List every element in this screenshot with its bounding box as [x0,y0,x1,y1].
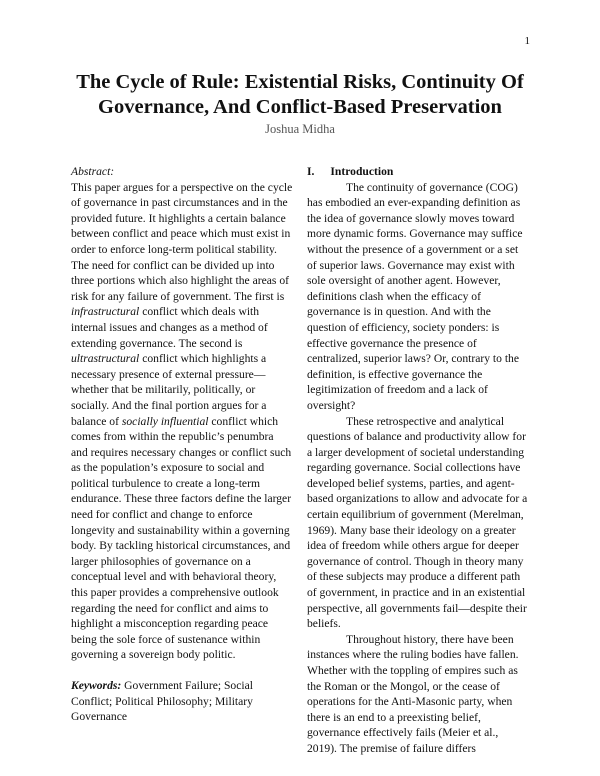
section-number: I. [307,165,315,178]
intro-paragraph: Throughout history, there have been instances where the ruling bodies have fallen. Whether with the toppling of empires such as the Roman or the Mongol, or the cease of operations for the Anti-Masonic party, when there is an end to a preexisting belief, governance effectively fails (Meier et al., 2019). The premise of failure differs [307,632,519,755]
abstract-emphasis-3: socially influential [121,414,209,428]
abstract-text-3: conflict which highlights a necessary presence of external pressure—whether that be militarily, politically, or socially. And the final portion argues for a balance of [71,352,267,428]
abstract-heading: Abstract: [71,165,115,178]
page-number: 1 [524,35,530,47]
author-name: Joshua Midha [265,122,335,136]
left-column [71,164,293,725]
abstract-text-1: This paper argues for a perspective on the cycle of governance in past circumstances and in the provided future. It highlights a certain balance between conflict and peace which must exist in order to enforce long-term political stability. The need for conflict can be divided up into three portions which also highlight the areas of risk for any failure of government. The first is [71,180,293,303]
paper-title: The Cycle of Rule: Existential Risks, Continuity Of Governance, And Conflict-Based Preservation [76,71,524,118]
abstract-text-2: conflict which deals with internal issues and changes as a method of extending governance. The second is [71,305,268,350]
section-heading-introduction [307,164,529,180]
keywords [71,678,293,725]
keywords-text: Government Failure; Social Conflict; Political Philosophy; Military Governance [71,679,253,724]
keywords-label: Keywords: [71,679,122,692]
right-column [307,164,529,757]
abstract-emphasis-2: ultrastructural [71,352,140,366]
abstract-body [71,180,293,663]
abstract-text-4: conflict which comes from within the republic’s penumbra and requires necessary changes or conflict such as the population’s exposure to social and political turbulence to create a long-term endurance. These three factors define the larger need for conflict and change to enforce longevity and sustainability within a governing body. By tackling historical circumstances, and larger philosophies of governance on a conceptual level and with behavioral theory, this paper provides a comprehensive outlook regarding the need for conflict and aims to highlight a misconception regarding peace being the sole force of sustenance within governing a sovereign body politic. [71,414,292,662]
section-title: Introduction [330,165,394,178]
intro-paragraph: These retrospective and analytical questions of balance and productivity allow for a larger development of societal understanding regarding governance. Social collections have developed belief systems, parties, and agent-based organizations to allow and advocate for a certain equilibrium of government (Merelman, 1969). Many base their ideology on a greater idea of freedom while others argue for deeper governance of control. Though in theory many of these subjects may produce a different path of government, in practice and in an existential perspective, all governments fail—despite their beliefs. [307,414,528,631]
intro-paragraph: The continuity of governance (COG) has embodied an ever-expanding definition as the idea of governance slowly moves toward more dynamic forms. Governance may suffice without the presence of a government or a set of superior laws. Governance may exist with sole oversight of another agent. However, definitions clash when the efficacy of governance is in question. And with the question of efficiency, society ponders: is effective governance the presence of centralized, superior laws? Or, contrary to the definition, is effective governance the legitimization of freedom and a lack of oversight? [307,180,523,412]
abstract-emphasis-1: infrastructural [71,305,140,319]
